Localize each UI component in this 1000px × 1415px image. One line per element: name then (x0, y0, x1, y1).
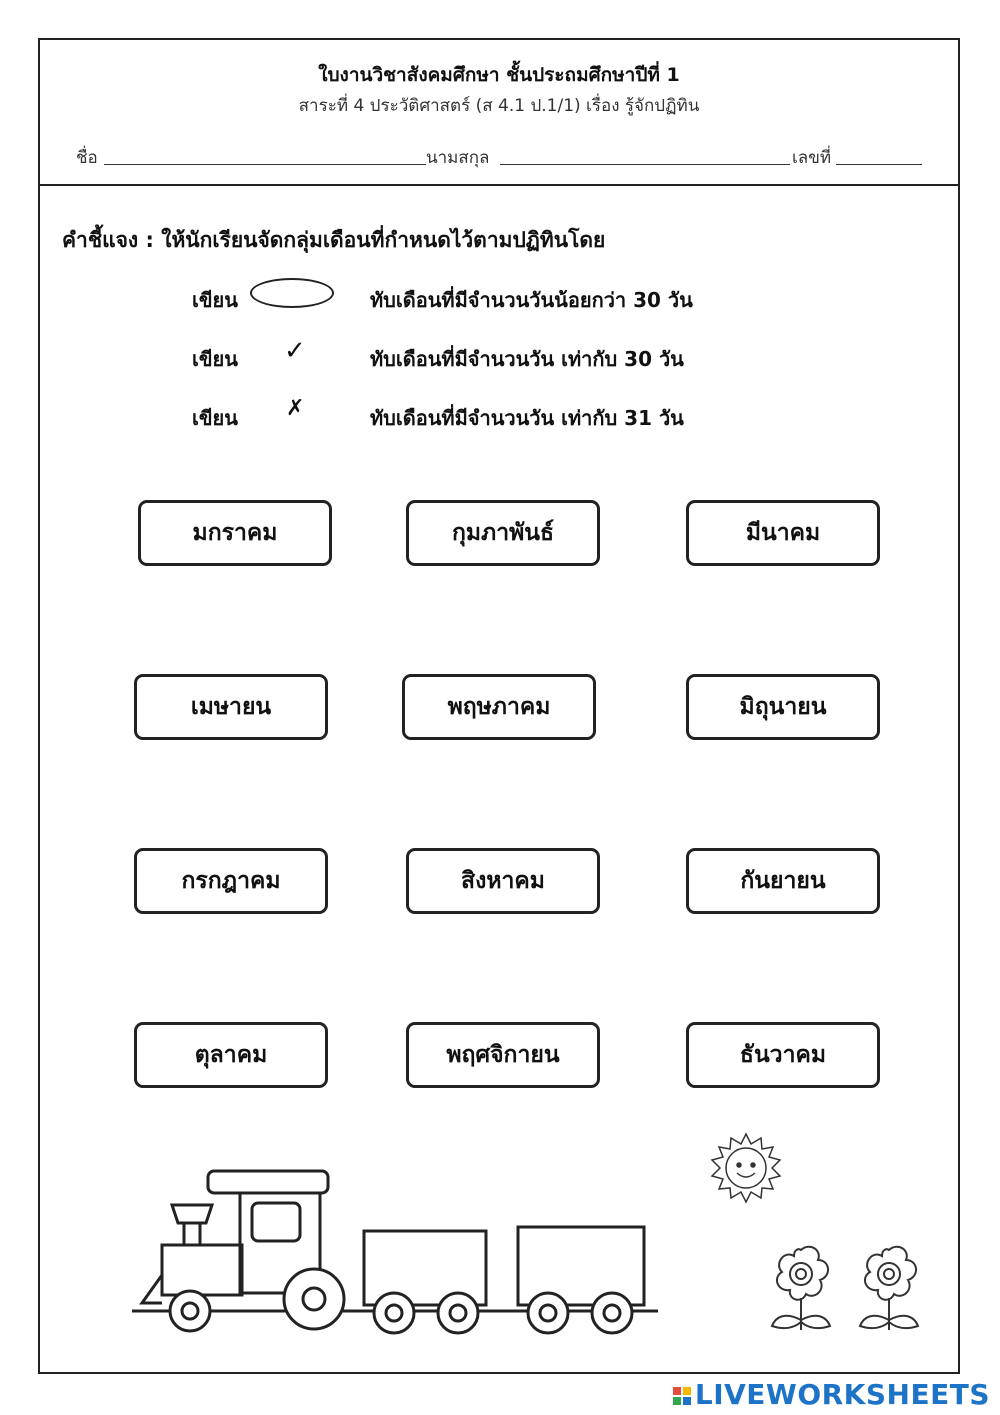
flower-icon (854, 1242, 924, 1334)
month-box-may[interactable]: พฤษภาคม (402, 674, 596, 740)
name-label: ชื่อ (76, 148, 98, 168)
month-box-august[interactable]: สิงหาคม (406, 848, 600, 914)
legend-text-check: ทับเดือนที่มีจำนวนวัน เท่ากับ 30 วัน (370, 347, 684, 371)
surname-label: นามสกุล (426, 148, 490, 168)
worksheet-subtitle: สาระที่ 4 ประวัติศาสตร์ (ส 4.1 ป.1/1) เรื่อง รู้จักปฏิทิน (298, 96, 700, 116)
legend-write-label: เขียน (192, 406, 238, 430)
worksheet (38, 38, 960, 1374)
sun-icon (706, 1130, 786, 1210)
liveworksheets-logo (673, 1378, 990, 1411)
month-box-december[interactable]: ธันวาคม (686, 1022, 880, 1088)
legend-text-oval: ทับเดือนที่มีจำนวนวันน้อยกว่า 30 วัน (370, 288, 693, 312)
cross-icon: ✗ (286, 396, 305, 421)
month-box-march[interactable]: มีนาคม (686, 500, 880, 566)
month-box-april[interactable]: เมษายน (134, 674, 328, 740)
number-label: เลขที่ (792, 148, 832, 168)
month-box-november[interactable]: พฤศจิกายน (406, 1022, 600, 1088)
surname-field[interactable] (500, 164, 790, 165)
legend-write-label: เขียน (192, 347, 238, 371)
brand-text: LIVEWORKSHEETS (694, 1378, 990, 1411)
oval-icon (250, 278, 334, 308)
month-box-june[interactable]: มิถุนายน (686, 674, 880, 740)
month-box-july[interactable]: กรกฎาคม (134, 848, 328, 914)
name-field[interactable] (104, 164, 426, 165)
month-box-january[interactable]: มกราคม (138, 500, 332, 566)
number-field[interactable] (836, 164, 922, 165)
liveworksheets-icon (673, 1387, 691, 1405)
month-box-october[interactable]: ตุลาคม (134, 1022, 328, 1088)
month-box-february[interactable]: กุมภาพันธ์ (406, 500, 600, 566)
worksheet-title: ใบงานวิชาสังคมศึกษา ชั้นประถมศึกษาปีที่ 1 (318, 64, 680, 86)
check-icon: ✓ (284, 336, 306, 366)
month-box-september[interactable]: กันยายน (686, 848, 880, 914)
legend-write-label: เขียน (192, 288, 238, 312)
flower-icon (766, 1242, 836, 1334)
legend-text-cross: ทับเดือนที่มีจำนวนวัน เท่ากับ 31 วัน (370, 406, 684, 430)
worksheet-header (40, 40, 958, 186)
train-illustration (128, 1165, 668, 1340)
instructions-text: คำชี้แจง : ให้นักเรียนจัดกลุ่มเดือนที่กำหนดไว้ตามปฏิทินโดย (62, 228, 606, 252)
